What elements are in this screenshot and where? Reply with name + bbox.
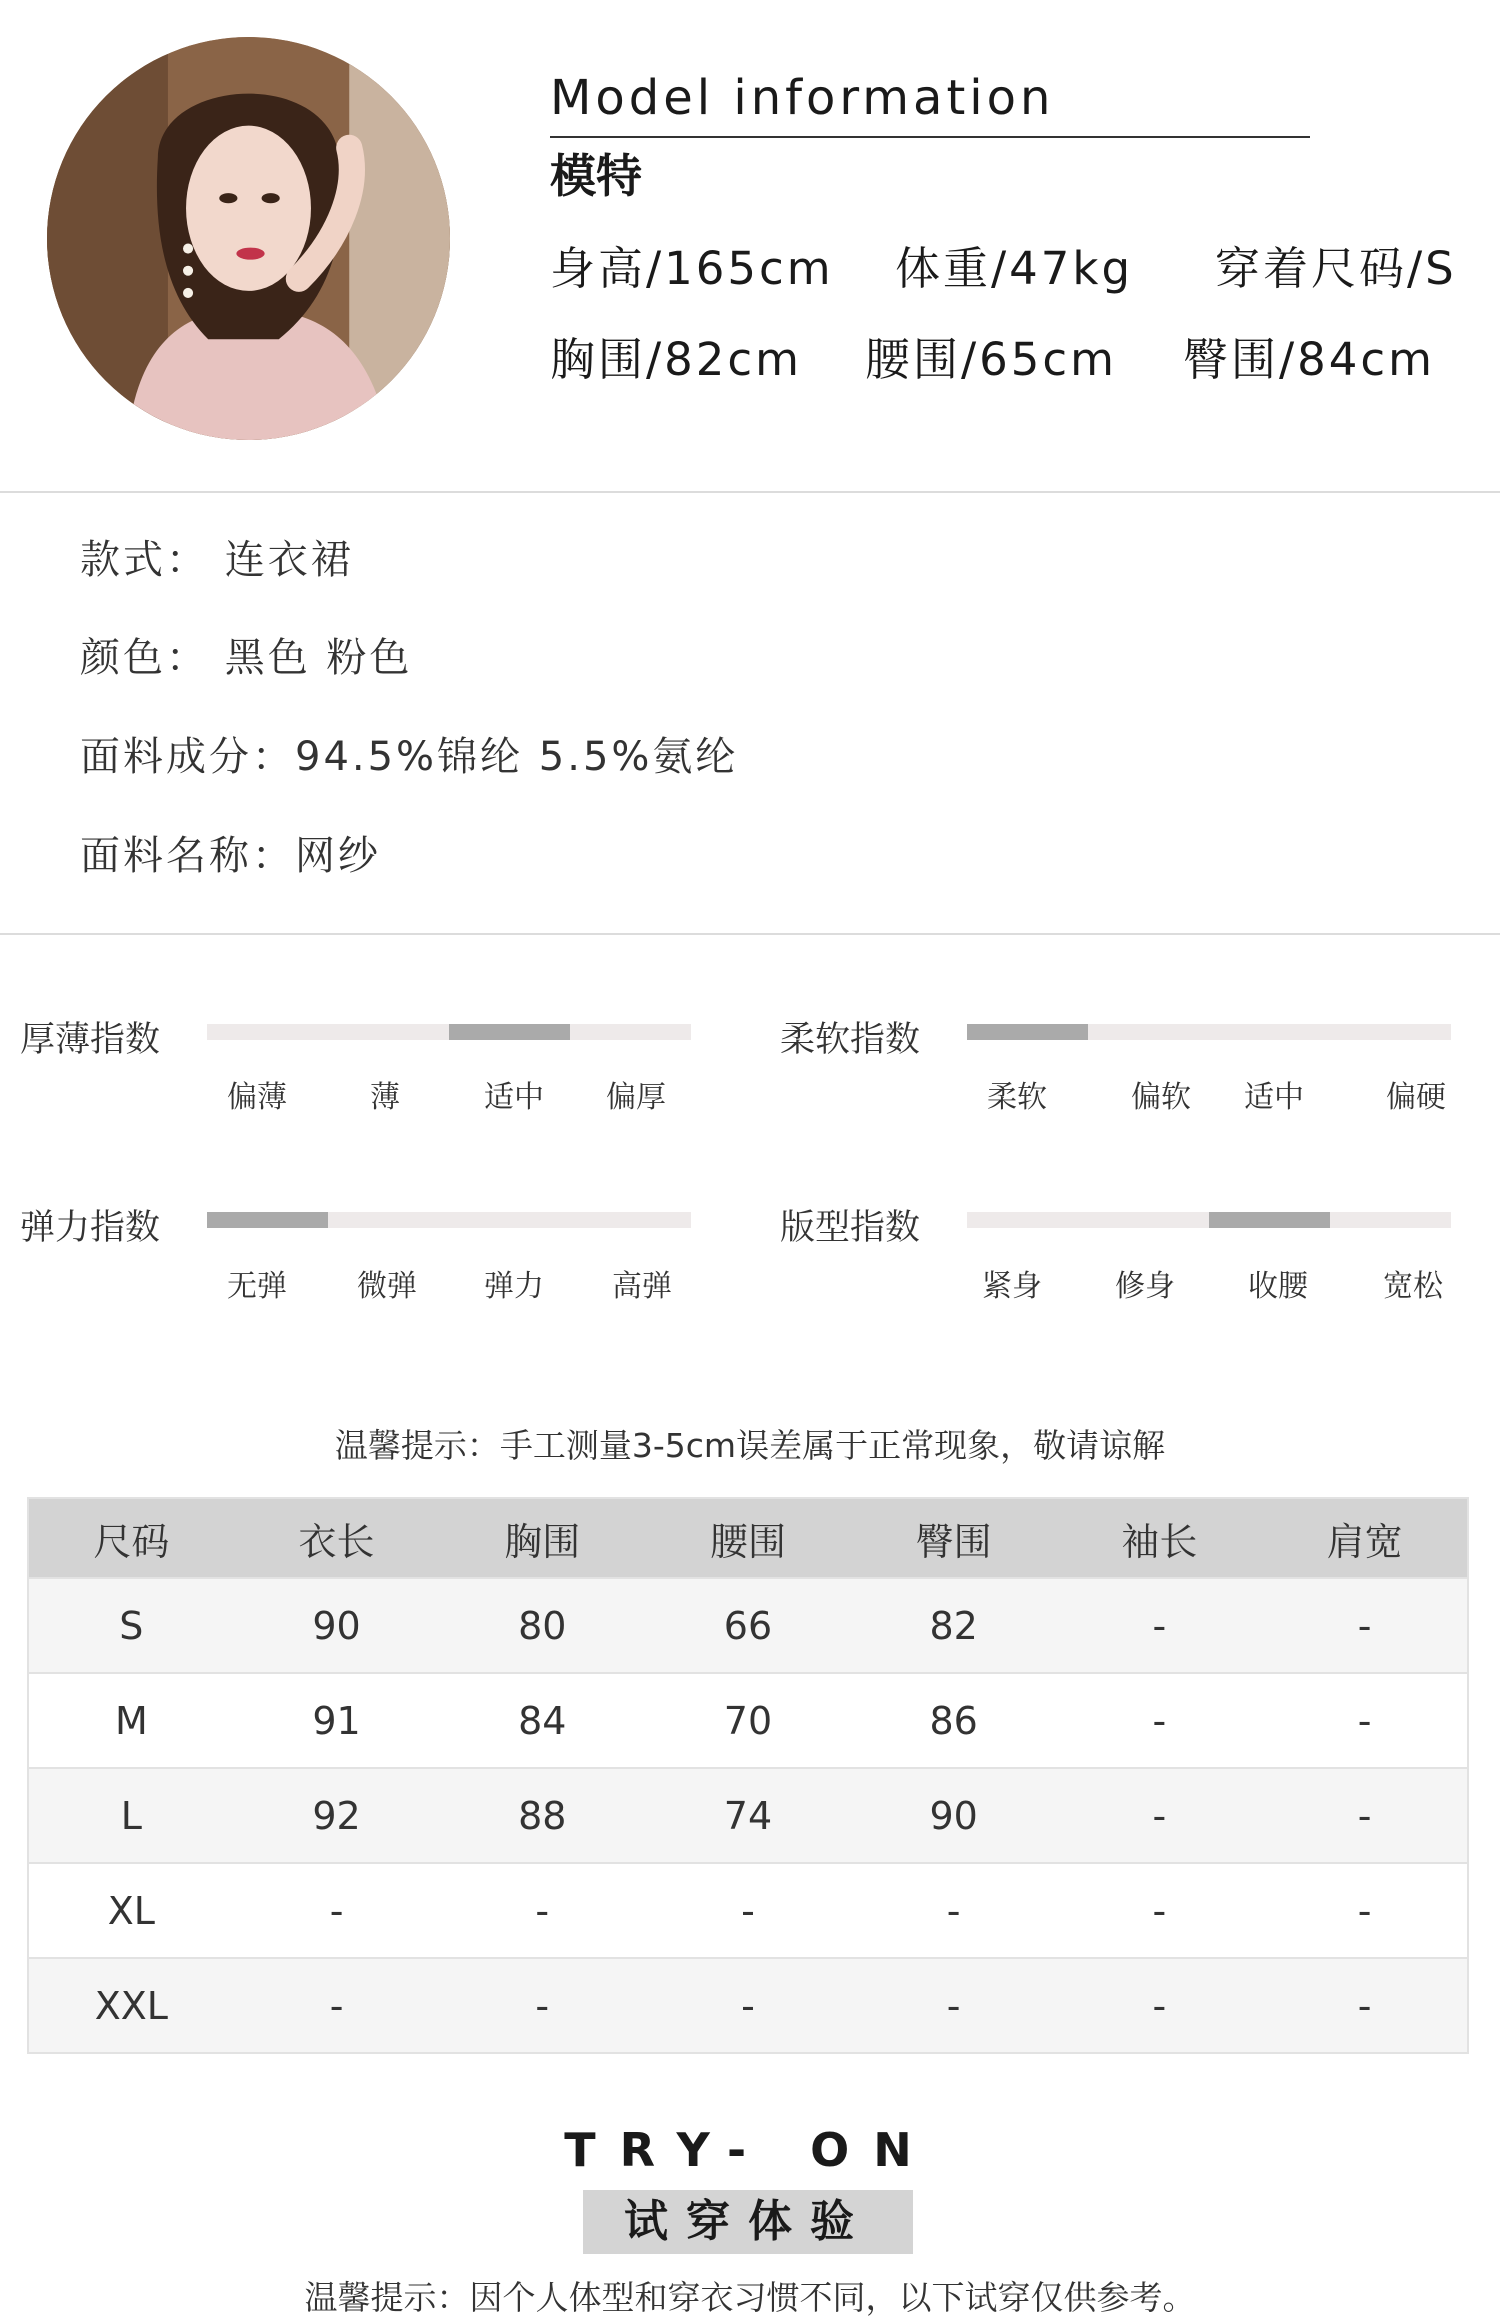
col-header-length: 衣长 (234, 1498, 440, 1578)
thickness-option: 偏薄 (227, 1080, 287, 1115)
fit-option: 收腰 (1248, 1269, 1308, 1304)
title-underline (550, 136, 1310, 138)
elasticity-index-fill (207, 1212, 328, 1228)
thickness-option: 偏厚 (606, 1080, 666, 1115)
table-cell: XL (28, 1863, 234, 1958)
table-cell: - (234, 1863, 440, 1958)
fit-option: 宽松 (1383, 1269, 1443, 1304)
table-cell: - (1057, 1768, 1263, 1863)
table-cell: - (439, 1863, 645, 1958)
table-cell: 82 (851, 1578, 1057, 1673)
softness-option: 偏硬 (1386, 1080, 1446, 1115)
table-cell: - (851, 1958, 1057, 2053)
table-cell: 90 (234, 1578, 440, 1673)
model-size: 穿着尺码/S (1215, 242, 1457, 295)
col-header-waist: 腰围 (645, 1498, 851, 1578)
fit-option: 修身 (1115, 1269, 1175, 1304)
table-cell: - (1262, 1768, 1468, 1863)
elasticity-option: 弹力 (484, 1269, 544, 1304)
attr-fabric-name: 面料名称：网纱 (80, 833, 381, 879)
softness-index-fill (967, 1024, 1088, 1040)
softness-index-track (967, 1024, 1451, 1040)
tryon-title: TRY- ON (564, 2123, 936, 2177)
table-row (28, 1863, 1468, 1958)
table-cell: - (1262, 1958, 1468, 2053)
size-table (27, 1497, 1469, 2054)
table-cell: - (645, 1958, 851, 2053)
tryon-badge: 试穿体验 (583, 2190, 913, 2254)
section-divider (0, 933, 1500, 935)
section-divider (0, 491, 1500, 493)
size-table-header-row (28, 1498, 1468, 1578)
model-info-title: Model information (550, 70, 1055, 126)
table-cell: 70 (645, 1673, 851, 1768)
softness-option: 柔软 (987, 1080, 1047, 1115)
fit-index-track (967, 1212, 1451, 1228)
model-hips: 臀围/84cm (1183, 333, 1435, 386)
table-cell: 88 (439, 1768, 645, 1863)
elasticity-option: 微弹 (357, 1269, 417, 1304)
thickness-option: 薄 (370, 1080, 400, 1115)
table-cell: - (1262, 1673, 1468, 1768)
table-cell: M (28, 1673, 234, 1768)
table-cell: - (1057, 1863, 1263, 1958)
col-header-sleeve: 袖长 (1057, 1498, 1263, 1578)
table-cell: - (1057, 1578, 1263, 1673)
fit-option: 紧身 (982, 1269, 1042, 1304)
elasticity-option: 无弹 (227, 1269, 287, 1304)
table-cell: - (439, 1958, 645, 2053)
table-cell: XXL (28, 1958, 234, 2053)
model-waist: 腰围/65cm (865, 333, 1117, 386)
table-cell: 91 (234, 1673, 440, 1768)
table-cell: - (1262, 1863, 1468, 1958)
table-row (28, 1958, 1468, 2053)
softness-option: 偏软 (1131, 1080, 1191, 1115)
tryon-note: 温馨提示：因个人体型和穿衣习惯不同，以下试穿仅供参考。 (304, 2278, 1196, 2317)
table-cell: - (1057, 1673, 1263, 1768)
table-cell: 90 (851, 1768, 1057, 1863)
col-header-hips: 臀围 (851, 1498, 1057, 1578)
col-header-shoulder: 肩宽 (1262, 1498, 1468, 1578)
table-cell: - (1262, 1578, 1468, 1673)
thickness-index-fill (449, 1024, 570, 1040)
elasticity-index-label: 弹力指数 (20, 1208, 161, 1248)
model-photo (47, 37, 450, 440)
table-cell: 66 (645, 1578, 851, 1673)
attr-color: 颜色： 黑色 粉色 (80, 635, 413, 681)
elasticity-option: 高弹 (612, 1269, 672, 1304)
thickness-option: 适中 (484, 1080, 544, 1115)
table-cell: - (645, 1863, 851, 1958)
table-row (28, 1578, 1468, 1673)
table-cell: 74 (645, 1768, 851, 1863)
softness-index-label: 柔软指数 (780, 1020, 921, 1060)
thickness-index-track (207, 1024, 691, 1040)
attr-fabric: 面料成分：94.5%锦纶 5.5%氨纶 (80, 734, 739, 780)
table-cell: - (1057, 1958, 1263, 2053)
model-height: 身高/165cm (550, 242, 834, 295)
softness-option: 适中 (1244, 1080, 1304, 1115)
table-cell: 80 (439, 1578, 645, 1673)
table-cell: S (28, 1578, 234, 1673)
measurement-note: 温馨提示：手工测量3-5cm误差属于正常现象，敬请谅解 (334, 1426, 1166, 1465)
col-header-bust: 胸围 (439, 1498, 645, 1578)
thickness-index-label: 厚薄指数 (20, 1020, 161, 1060)
table-cell: - (851, 1863, 1057, 1958)
model-bust: 胸围/82cm (550, 333, 802, 386)
elasticity-index-track (207, 1212, 691, 1228)
fit-index-label: 版型指数 (780, 1208, 921, 1248)
col-header-size: 尺码 (28, 1498, 234, 1578)
table-cell: 86 (851, 1673, 1057, 1768)
table-row (28, 1673, 1468, 1768)
model-weight: 体重/47kg (895, 242, 1134, 295)
table-row (28, 1768, 1468, 1863)
fit-index-fill (1209, 1212, 1330, 1228)
attr-style: 款式： 连衣裙 (80, 537, 354, 583)
table-cell: - (234, 1958, 440, 2053)
table-cell: 92 (234, 1768, 440, 1863)
model-subtitle: 模特 (550, 149, 642, 203)
table-cell: 84 (439, 1673, 645, 1768)
table-cell: L (28, 1768, 234, 1863)
